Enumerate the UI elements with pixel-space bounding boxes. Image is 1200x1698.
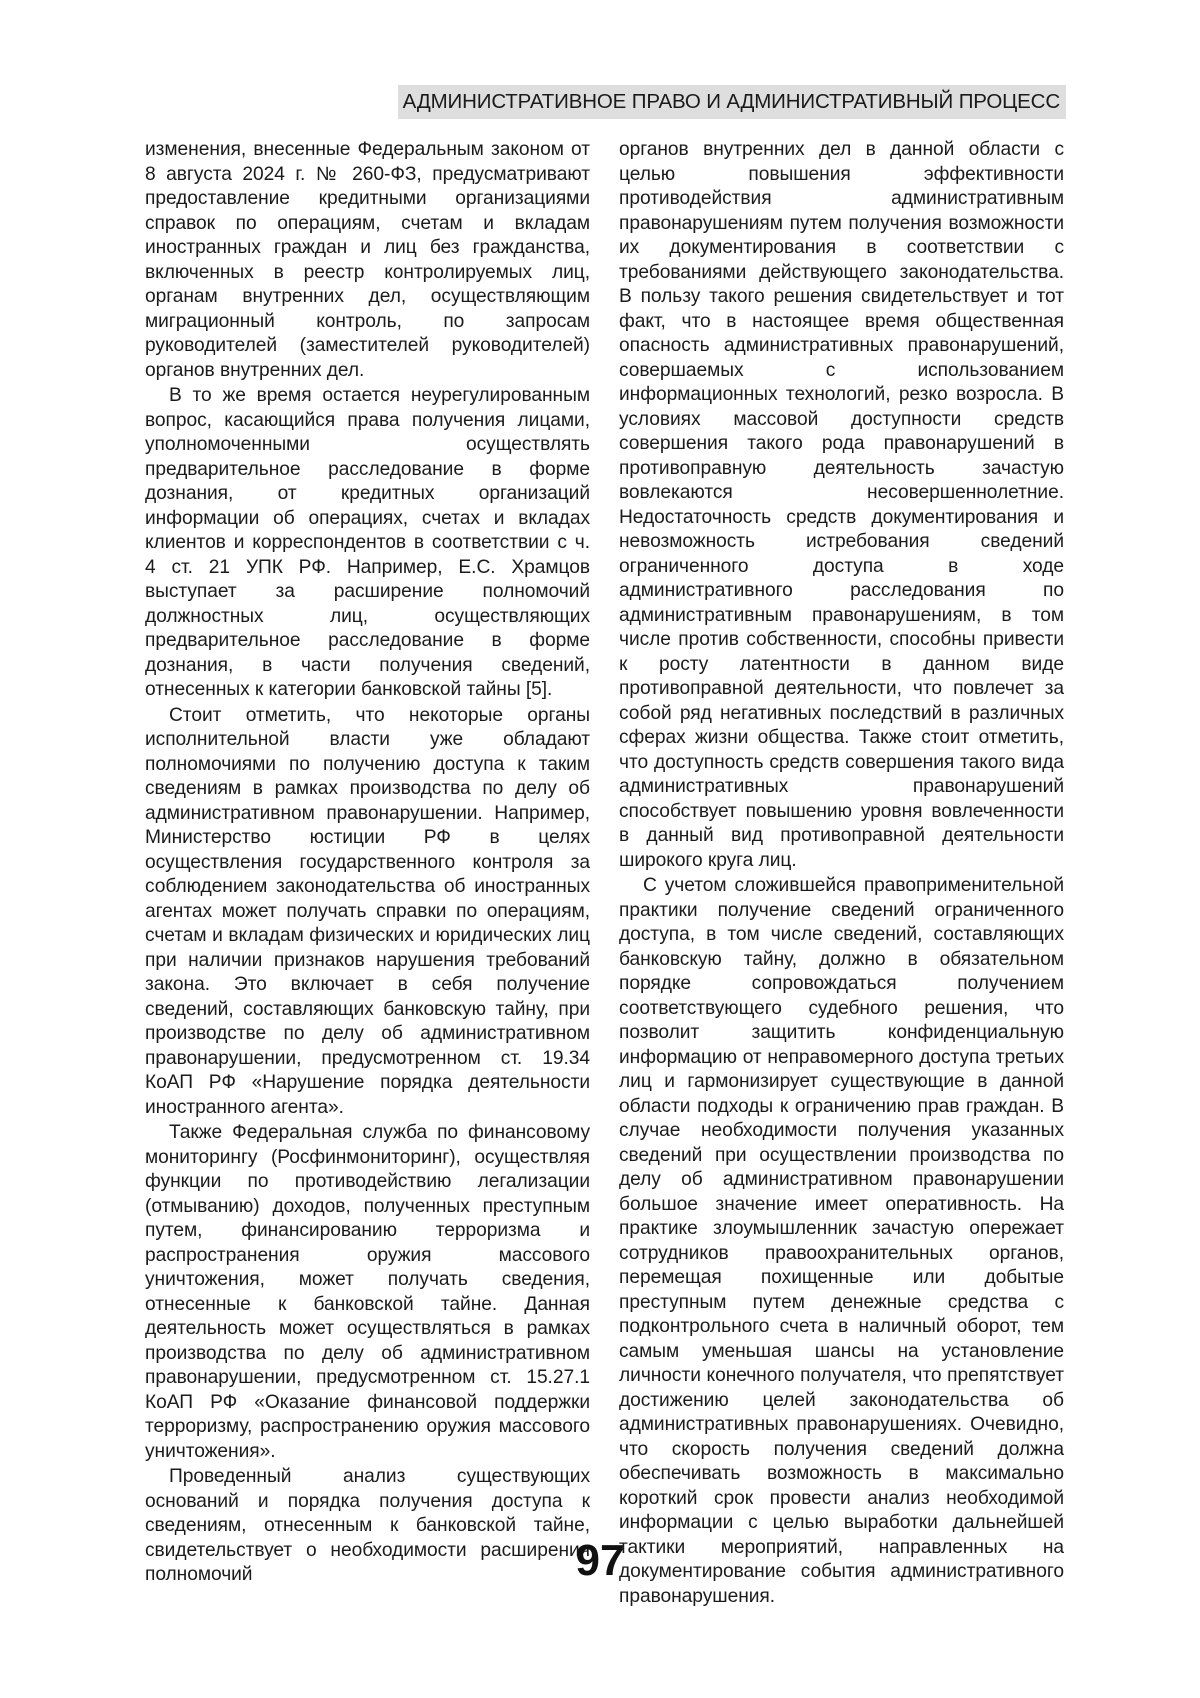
paragraph: В то же время остается неурегулированным вопрос, касающийся права получения лицами, уполномоченными осуществлять предварительное расследование в форме дознания, от кредитных организаций информации об операциях, счетах и вкладах клиентов и корреспондентов в соответствии с ч. 4 ст. 21 УПК РФ. Например, Е.С. Храмцов выступает за расширение полномочий должностных лиц, осуществляющих предварительное расследование в форме дознания, в части получения сведений, отнесенных к категории банковской тайны [5].	[145, 385, 590, 700]
right-column	[619, 138, 1064, 1609]
paragraph: Также Федеральная служба по финансовому мониторингу (Росфинмониторинг), осуществляя функции по противодействию легализации (отмыванию) доходов, полученных преступным путем, финансированию терроризма и распространения оружия массового уничтожения, может получать сведения, отнесенные к банковской тайне. Данная деятельность может осуществляться в рамках производства по делу об административном правонарушении, предусмотренном ст. 15.27.1 КоАП РФ «Оказание финансовой поддержки терроризму, распространению оружия массового уничтожения».	[145, 1122, 590, 1462]
paragraph: изменения, внесенные Федеральным законом от 8 августа 2024 г. № 260-ФЗ, предусматривают предоставление кредитными организациями справок по операциям, счетам и вкладам иностранных граждан и лиц без гражданства, включенных в реестр контролируемых лиц, органам внутренних дел, осуществляющим миграционный контроль, по запросам руководителей (заместителей руководителей) органов внутренних дел.	[145, 139, 590, 381]
running-header	[398, 85, 1066, 119]
page-number: 97	[575, 1536, 625, 1585]
paragraph: Проведенный анализ существующих оснований и порядка получения доступа к сведениям, отнесенным к банковской тайне, свидетельствует о необходимости расширения полномочий	[145, 1466, 590, 1585]
paragraph: органов внутренних дел в данной области с целью повышения эффективности противодействия административным правонарушениям путем получения возможности их документирования в соответствии с требованиями действующего законодательства. В пользу такого решения свидетельствует и тот факт, что в настоящее время общественная опасность административных правонарушений, совершаемых с использованием информационных технологий, резко возросла. В условиях массовой доступности средств совершения такого рода правонарушений в противоправную деятельность зачастую вовлекаются несовершеннолетние. Недостаточность средств документирования и невозможность истребования сведений ограниченного доступа в ходе административного расследования по административным правонарушениям, в том числе против собственности, способны привести к росту латентности в данном виде противоправной деятельности, что повлечет за собой ряд негативных последствий в различных сферах жизни общества. Также стоит отметить, что доступность средств совершения такого вида административных правонарушений способствует повышению уровня вовлеченности в данный вид противоправной деятельности широкого круга лиц.	[619, 139, 1064, 871]
paragraph: Стоит отметить, что некоторые органы исполнительной власти уже обладают полномочиями по получению доступа к таким сведениям в рамках производства по делу об административном правонарушении. Например, Министерство юстиции РФ в целях осуществления государственного контроля за соблюдением законодательства об иностранных агентах может получать справки по операциям, счетам и вкладам физических и юридических лиц при наличии признаков нарушения требований закона. Это включает в себя получение сведений, составляющих банковскую тайну, при производстве по делу об административном правонарушении, предусмотренном ст. 19.34 КоАП РФ «Нарушение порядка деятельности иностранного агента».	[145, 704, 590, 1118]
left-column	[145, 138, 590, 1588]
journal-section-title: АДМИНИСТРАТИВНОЕ ПРАВО И АДМИНИСТРАТИВНЫЙ ПРОЦЕСС	[402, 90, 1060, 113]
paragraph: С учетом сложившейся правоприменительной практики получение сведений ограниченного доступа, в том числе сведений, составляющих банковскую тайну, должно в обязательном порядке сопровождаться получением соответствующего судебного решения, что позволит защитить конфиденциальную информацию от неправомерного доступа третьих лиц и гармонизирует существующие в данной области подходы к ограничению прав граждан. В случае необходимости получения указанных сведений при осуществлении производства по делу об административном правонарушении большое значение имеет оперативность. На практике злоумышленник зачастую опережает сотрудников правоохранительных органов, перемещая похищенные или добытые преступным путем денежные средства с подконтрольного счета в наличный оборот, тем самым уменьшая шансы на установление личности конечного получателя, что препятствует достижению целей законодательства об административных правонарушениях. Очевидно, что скорость получения сведений должна обеспечивать возможность в максимально короткий срок провести анализ необходимой информации с целью выработки дальнейшей тактики мероприятий, направленных на документирование события административного правонарушения.	[619, 875, 1064, 1607]
